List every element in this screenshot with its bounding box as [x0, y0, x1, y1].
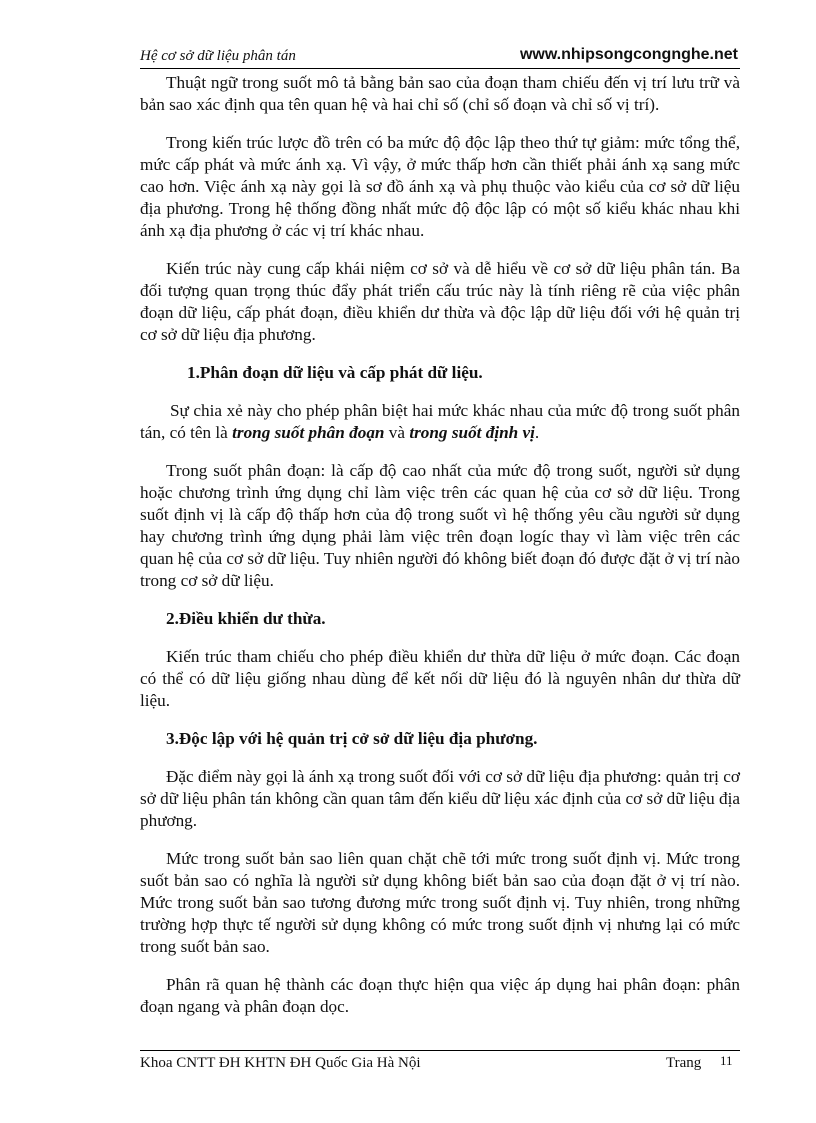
header-website[interactable]: www.nhipsongcongnghe.net	[519, 46, 738, 63]
paragraph-3: Kiến trúc này cung cấp khái niệm cơ sở và dễ hiểu về cơ sở dữ liệu phân tán. Ba đối tượng quan trọng thúc đẩy phát triển cấu trúc này là tính riêng rẽ của việc phân đoạn dữ liệu, cấp phát đoạn, điều khiển dư thừa và độc lập dữ liệu đối với hệ quản trị cơ sở dữ liệu địa phương.	[140, 259, 740, 344]
page-footer	[140, 1050, 740, 1071]
section-heading-1: 1.Phân đoạn dữ liệu và cấp phát dữ liệu.	[187, 363, 483, 382]
paragraph-1: Thuật ngữ trong suốt mô tả bằng bản sao của đoạn tham chiếu đến vị trí lưu trữ và bản sao xác định qua tên quan hệ và hai chỉ số (chỉ số đoạn và chỉ số vị trí).	[140, 73, 740, 114]
section-heading-2: 2.Điều khiển dư thừa.	[166, 609, 326, 628]
paragraph-4-text-c: và	[384, 423, 410, 442]
footer-faculty: Khoa CNTT ĐH KHTN ĐH Quốc Gia Hà Nội	[140, 1055, 421, 1071]
paragraph-5: Trong suốt phân đoạn: là cấp độ cao nhất của mức độ trong suốt, người sử dụng hoặc chương trình ứng dụng chỉ làm việc trên các quan hệ của cơ sở dữ liệu. Trong suốt định vị là cấp độ thấp hơn của độ trong suốt vì hệ thống yêu cầu người sử dụng hay chương trình ứng dụng phải làm việc trên đoạn logíc thay vì làm việc trên các quan hệ của cơ sở dữ liệu. Tuy nhiên người đó không biết đoạn đó được đặt ở vị trí nào trong cơ sở dữ liệu.	[140, 461, 740, 590]
footer-page-number: 11	[720, 1053, 733, 1068]
emphasis-fragment-transparency: trong suốt phân đoạn	[232, 423, 385, 442]
paragraph-4-text-e: .	[534, 423, 540, 442]
header-title: Hệ cơ sở dữ liệu phân tán	[140, 48, 296, 64]
paragraph-8: Mức trong suốt bản sao liên quan chặt chẽ tới mức trong suốt định vị. Mức trong suốt bản sao có nghĩa là người sử dụng không biết bản sao của đoạn đặt ở vị trí nào. Mức trong suốt bản sao tương đương mức trong suốt định vị. Tuy nhiên, trong những trường hợp thực tế người sử dụng không có mức trong suốt định vị nhưng lại có mức trong suốt bản sao.	[140, 849, 740, 956]
paragraph-4	[140, 400, 740, 444]
paragraph-7: Đặc điểm này gọi là ánh xạ trong suốt đối với cơ sở dữ liệu địa phương: quản trị cơ sở dữ liệu phân tán không cần quan tâm đến kiểu dữ liệu xác định của cơ sở dữ liệu địa phương.	[140, 767, 740, 830]
paragraph-2: Trong kiến trúc lược đồ trên có ba mức độ độc lập theo thứ tự giảm: mức tổng thể, mức cấp phát và mức ánh xạ. Vì vậy, ở mức thấp hơn cần thiết phải ánh xạ sang mức cao hơn. Việc ánh xạ này gọi là sơ đồ ánh xạ và phụ thuộc vào kiểu của cơ sở dữ liệu địa phương. Trong hệ thống đồng nhất mức độ độc lập có một số kiểu khác nhau khi ánh xạ địa phương ở các vị trí khác nhau.	[140, 133, 740, 240]
paragraph-9: Phân rã quan hệ thành các đoạn thực hiện qua việc áp dụng hai phân đoạn: phân đoạn ngang và phân đoạn dọc.	[140, 975, 740, 1016]
document-body	[140, 72, 740, 1018]
paragraph-6: Kiến trúc tham chiếu cho phép điều khiển dư thừa dữ liệu ở mức đoạn. Các đoạn có thể có dữ liệu giống nhau dùng để kết nối dữ liệu đó là nguyên nhân dư thừa dữ liệu.	[140, 647, 740, 710]
paragraph-4-text-a: Sự chia xẻ này cho phép phân biệt hai mức khác nhau của mức độ trong suốt phân tán, có tên là	[140, 401, 740, 442]
section-heading-3: 3.Độc lập với hệ quản trị cở sở dữ liệu địa phương.	[166, 729, 538, 748]
emphasis-location-transparency: trong suốt định vị	[409, 423, 535, 442]
page-header	[140, 46, 740, 69]
footer-page-label: Trang	[666, 1055, 702, 1071]
